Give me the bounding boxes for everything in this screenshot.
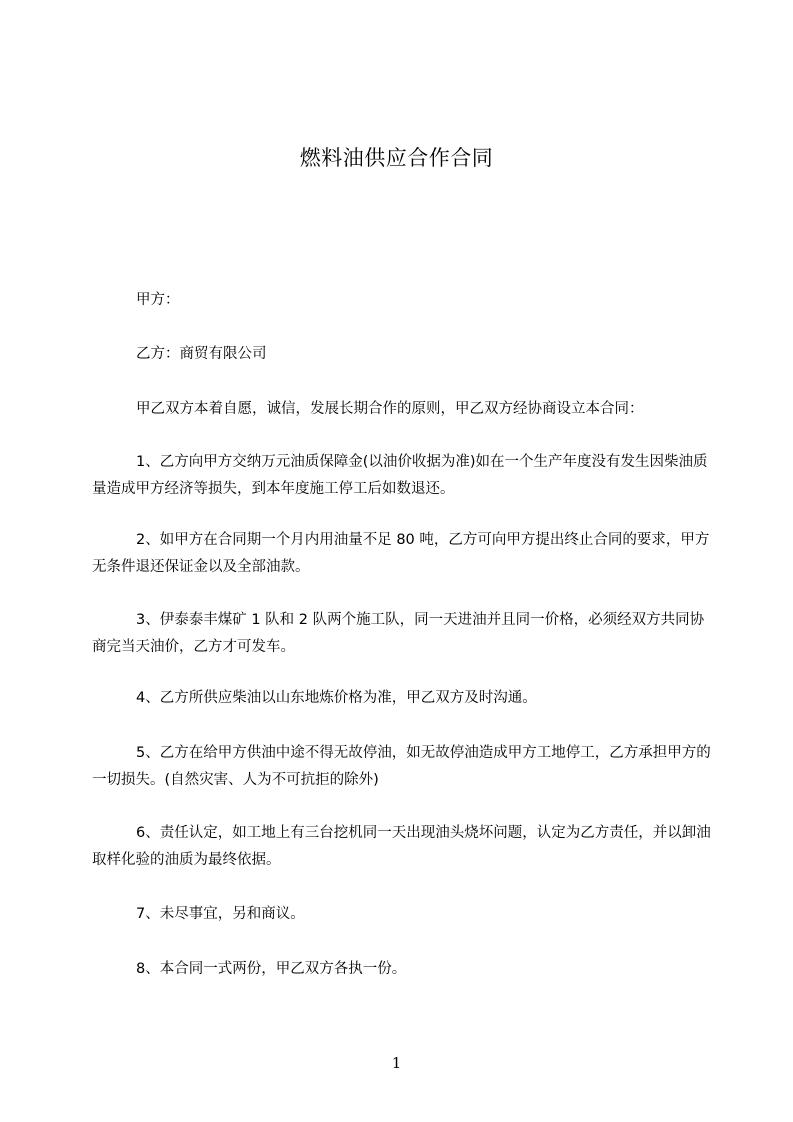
clause-1-paragraph: 1、乙方向甲方交纳万元油质保障金(以油价收据为准)如在一个生产年度没有发生因柴油质量造成甲方经济等损失，到本年度施工停工后如数退还。 <box>92 454 708 497</box>
clause-5-paragraph: 5、乙方在给甲方供油中途不得无故停油，如无故停油造成甲方工地停工，乙方承担甲方的一切损失。(自然灾害、人为不可抗拒的除外) <box>92 745 711 788</box>
clause-2-paragraph: 2、如甲方在合同期一个月内用油量不足 80 吨，乙方可向甲方提出终止合同的要求，甲方无条件退还保证金以及全部油款。 <box>92 532 710 575</box>
clause-6-paragraph: 6、责任认定，如工地上有三台挖机同一天出现油头烧坏问题，认定为乙方责任，并以卸油取样化验的油质为最终依据。 <box>92 825 711 868</box>
preamble-paragraph: 甲乙双方本着自愿，诚信，发展长期合作的原则，甲乙双方经协商设立本合同： <box>136 401 644 417</box>
clause-7-paragraph: 7、未尽事宜，另和商议。 <box>136 906 305 922</box>
party-b-line: 乙方：商贸有限公司 <box>136 346 267 362</box>
clause-8-paragraph: 8、本合同一式两份，甲乙双方各执一份。 <box>136 961 407 977</box>
page-number: 1 <box>391 1054 402 1072</box>
document-title: 燃料油供应合作合同 <box>299 146 494 170</box>
clause-4-paragraph: 4、乙方所供应柴油以山东地炼价格为准，甲乙双方及时沟通。 <box>136 690 537 706</box>
clause-3-paragraph: 3、伊泰泰丰煤矿 1 队和 2 队两个施工队，同一天进油并且同一价格，必须经双方共同协商完当天油价，乙方才可发车。 <box>92 612 705 655</box>
party-a-line: 甲方： <box>136 292 180 308</box>
